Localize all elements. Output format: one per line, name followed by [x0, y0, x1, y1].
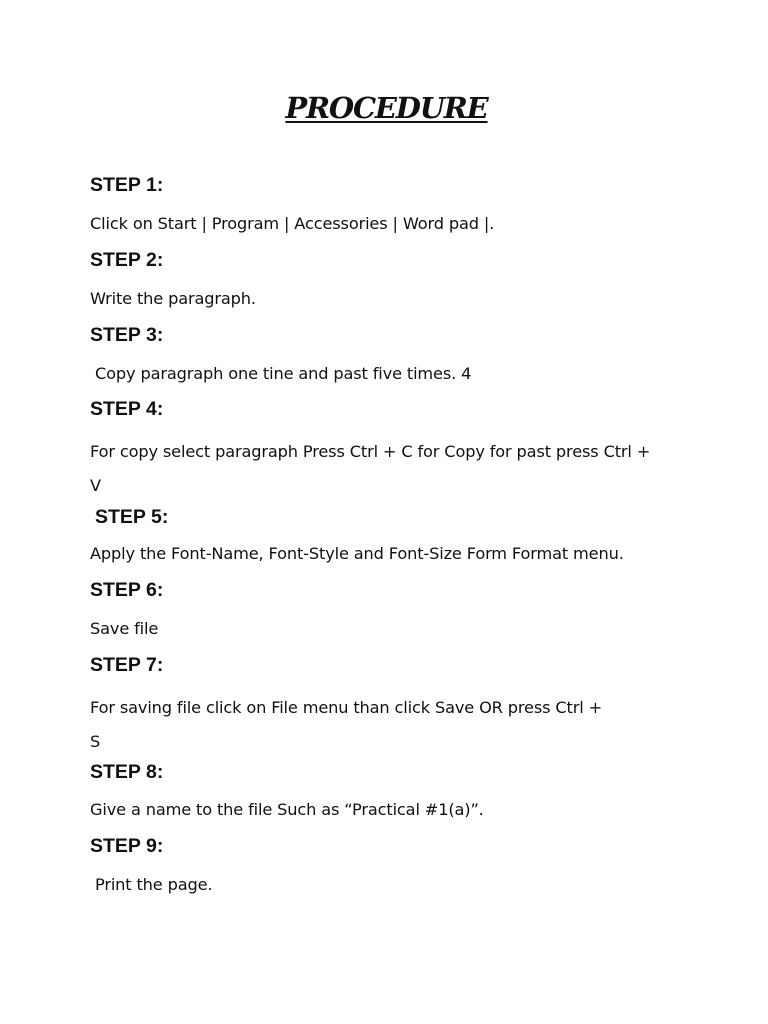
step-7-text-line-1: For saving file click on File menu than click Save OR press Ctrl + [90, 698, 603, 717]
step-2-heading: STEP 2: [90, 249, 164, 271]
step-4-heading: STEP 4: [90, 398, 164, 420]
step-5-text: Apply the Font-Name, Font-Style and Font-Size Form Format menu. [90, 544, 624, 563]
step-3-heading: STEP 3: [90, 324, 164, 346]
step-2-text: Write the paragraph. [90, 289, 256, 308]
step-1-heading: STEP 1: [90, 174, 164, 196]
step-9-text: Print the page. [95, 875, 213, 894]
step-4-text-line-2: V [90, 476, 101, 495]
step-9-heading: STEP 9: [90, 835, 164, 857]
step-8-text: Give a name to the file Such as “Practical #1(a)”. [90, 800, 484, 819]
step-7-text-line-2: S [90, 732, 101, 751]
step-7-heading: STEP 7: [90, 654, 164, 676]
step-6-heading: STEP 6: [90, 579, 164, 601]
step-8-heading: STEP 8: [90, 761, 164, 783]
page-title: PROCEDURE [285, 91, 488, 125]
step-3-text: Copy paragraph one tine and past five times. 4 [95, 364, 472, 383]
step-4-text-line-1: For copy select paragraph Press Ctrl + C for Copy for past press Ctrl + [90, 442, 651, 461]
step-5-heading: STEP 5: [95, 506, 169, 528]
step-1-text: Click on Start | Program | Accessories | Word pad |. [90, 214, 495, 233]
step-6-text: Save file [90, 619, 159, 638]
